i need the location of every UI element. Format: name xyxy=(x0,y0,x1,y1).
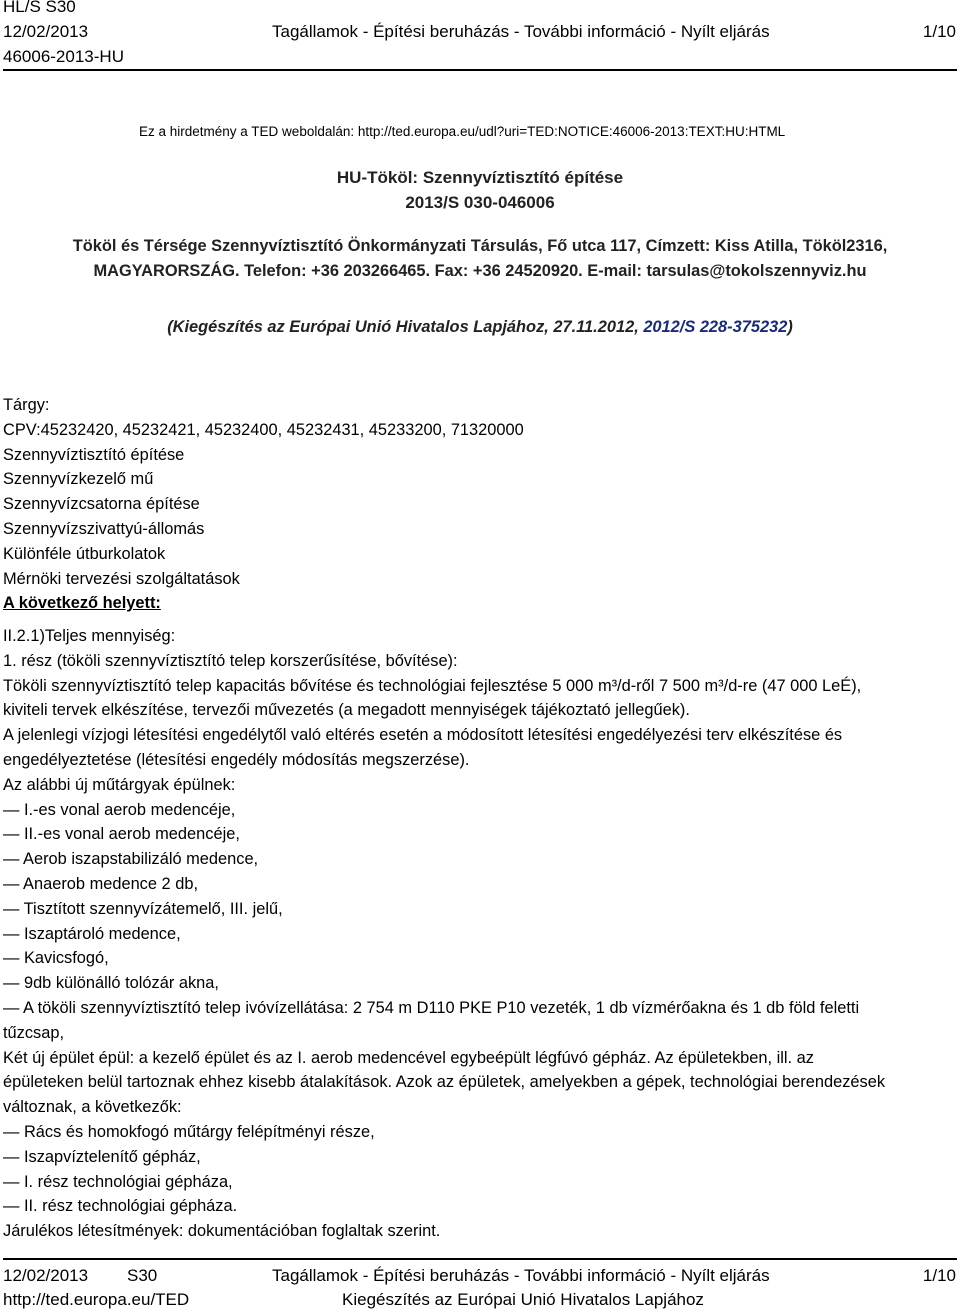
cpv-item: Különféle útburkolatok xyxy=(3,544,166,563)
subject-label: Tárgy: xyxy=(3,396,50,414)
list-item: — Iszaptároló medence, xyxy=(3,922,957,947)
header-doc-number: 46006-2013-HU xyxy=(3,47,124,66)
paragraph-line: épületeken belül tartoznak ehhez kisebb átalakítások. Azok az épületek, amelyekben a gépek, technológiai berendezések xyxy=(3,1073,886,1092)
cpv-item: Mérnöki tervezési szolgáltatások xyxy=(3,569,240,588)
instead-label: A következő helyett: xyxy=(3,594,161,613)
list-item: — I.-es vonal aerob medencéje, xyxy=(3,798,957,823)
footer-series: S30 xyxy=(127,1266,158,1285)
list-item: — Iszapvíztelenítő gépház, xyxy=(3,1145,957,1170)
contact-line-1: Tököl és Térsége Szennyvíztisztító Önkormányzati Társulás, Fő utca 117, Címzett: Kiss Atilla, Tököl2316, xyxy=(72,237,888,255)
paragraph-line: Két új épület épül: a kezelő épület és az I. aerob medencével egybeépült légfúvó gépház. Az épületekben, ill. az xyxy=(3,1048,814,1067)
supplement-reference xyxy=(0,318,960,337)
new-structures-intro: Az alábbi új műtárgyak épülnek: xyxy=(3,775,236,794)
header-divider xyxy=(3,69,957,71)
list-item: — Rács és homokfogó műtárgy felépítményi része, xyxy=(3,1120,957,1145)
cpv-item: Szennyvízkezelő mű xyxy=(3,470,154,489)
list-item: — 9db különálló tolózár akna, xyxy=(3,971,957,996)
list-item: — Tisztított szennyvízátemelő, III. jelű, xyxy=(3,897,957,922)
supplement-suffix: ) xyxy=(787,318,793,336)
list-item: — Kavicsfogó, xyxy=(3,946,957,971)
footer-divider xyxy=(3,1258,957,1260)
paragraph-line: kiviteli tervek elkészítése, tervezői művezetés (a megadott mennyiségek tájékoztató jellegűek). xyxy=(3,701,690,720)
ted-link[interactable]: Ez a hirdetmény a TED weboldalán: http://ted.europa.eu/udl?uri=TED:NOTICE:46006-2013:TEXT:HU:HTML xyxy=(139,124,786,139)
paragraph-line: tűzcsap, xyxy=(3,1023,65,1042)
paragraph-line: engedélyeztetése (létesítési engedély módosítás megszerzése). xyxy=(3,750,470,769)
list-item: — II.-es vonal aerob medencéje, xyxy=(3,822,957,847)
cpv-codes: CPV:45232420, 45232421, 45232400, 45232431, 45233200, 71320000 xyxy=(3,420,524,439)
header-series: HL/S S30 xyxy=(3,0,76,16)
footer-date: 12/02/2013 xyxy=(3,1266,89,1285)
cpv-item: Szennyvíztisztító építése xyxy=(3,445,185,464)
list-item: — A tököli szennyvíztisztító telep ivóvízellátása: 2 754 m D110 PKE P10 vezeték, 1 db vízmérőakna és 1 db föld feletti xyxy=(3,996,957,1021)
list-item: — II. rész technológiai gépháza. xyxy=(3,1194,957,1219)
supplement-prefix: (Kiegészítés az Európai Unió Hivatalos Lapjához, 27.11.2012, xyxy=(167,318,644,336)
footer-title: Tagállamok - Építési beruházás - További információ - Nyílt eljárás xyxy=(272,1266,770,1285)
list-item: — Aerob iszapstabilizáló medence, xyxy=(3,847,957,872)
content-section xyxy=(3,624,957,1244)
paragraph-line: Tököli szennyvíztisztító telep kapacitás bővítése és technológiai fejlesztése 5 000 m³/d-ről 7 500 m³/d-re (47 000 LeÉ), xyxy=(3,676,862,695)
list-item: — Anaerob medence 2 db, xyxy=(3,872,957,897)
contact-line-2: MAGYARORSZÁG. Telefon: +36 203266465. Fax: +36 24520920. E-mail: tarsulas@tokolszennyviz.hu xyxy=(93,262,867,280)
cpv-item: Szennyvízcsatorna építése xyxy=(3,495,200,514)
footer-page: 1/10 xyxy=(922,1266,956,1285)
auxiliary-facilities: Járulékos létesítmények: dokumentációban foglaltak szerint. xyxy=(3,1222,441,1241)
part-title: 1. rész (tököli szennyvíztisztító telep korszerűsítése, bővítése): xyxy=(3,651,458,670)
notice-title: HU-Tököl: Szennyvíztisztító építése xyxy=(336,168,624,187)
paragraph-line: változnak, a következők: xyxy=(3,1098,182,1117)
cpv-item: Szennyvízszivattyú-állomás xyxy=(3,519,205,538)
footer-publication: Kiegészítés az Európai Unió Hivatalos Lapjához xyxy=(342,1290,704,1309)
list-item: — I. rész technológiai gépháza, xyxy=(3,1170,957,1195)
header-page: 1/10 xyxy=(922,22,956,41)
notice-reference: 2013/S 030-046006 xyxy=(405,193,555,212)
header-date: 12/02/2013 xyxy=(3,22,89,41)
footer-url[interactable]: http://ted.europa.eu/TED xyxy=(3,1290,190,1309)
subject-section xyxy=(3,393,957,616)
header-title: Tagállamok - Építési beruházás - További információ - Nyílt eljárás xyxy=(272,22,770,41)
paragraph-line: A jelenlegi vízjogi létesítési engedélytől való eltérés esetén a módosított létesítési engedélyezési terv elkészítése és xyxy=(3,726,843,745)
supplement-link[interactable]: 2012/S 228-375232 xyxy=(643,318,788,336)
section-heading: II.2.1)Teljes mennyiség: xyxy=(3,627,176,645)
